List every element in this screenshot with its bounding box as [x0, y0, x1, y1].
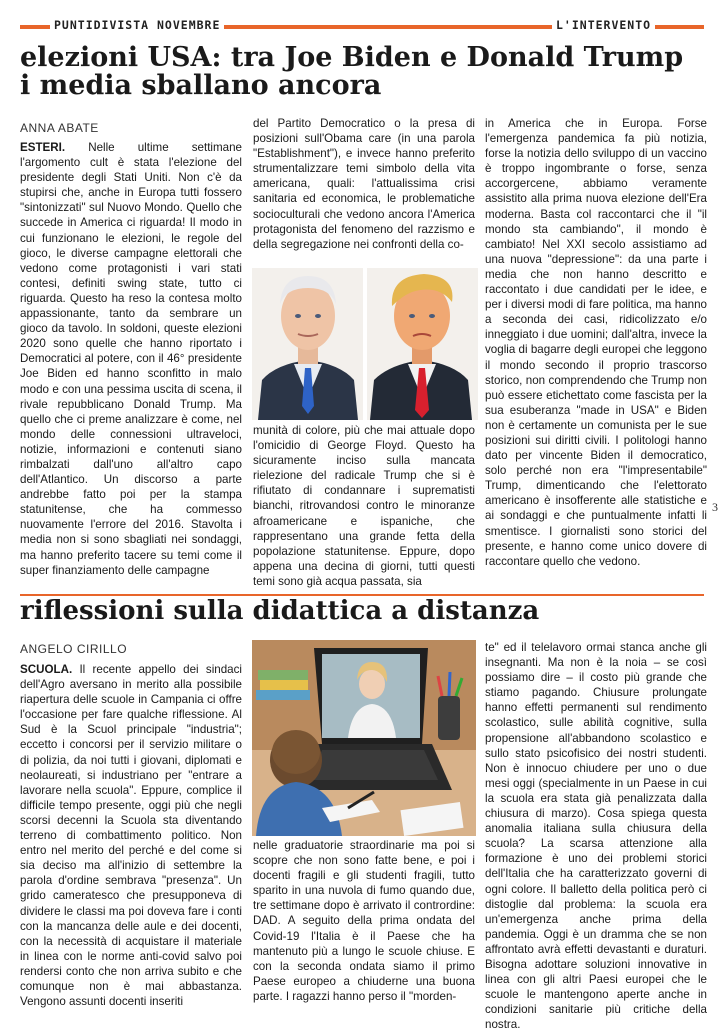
page-number: 3	[712, 500, 718, 514]
article2-lead: SCUOLA.	[20, 663, 73, 676]
article1-column-1	[20, 140, 242, 588]
article1-col1-text: Nelle ultime settimane l'argomento cult è stata l'elezione del presidente degli Stati Uniti. Non c'è da stupirsi che, anche in Europa tutti fossero "sintonizzati" sul Nuovo Mondo. Quello che succede in America ci riguarda! Il modo in cui funzionano le elezioni, le regole del gioco, le diverse campagne elettorali che vedono come protagonisti i vari stati contesi, definiti swing state, tutto ci riguarda. Questo ha reso la contesa molto appassionante, tanto da sembrare un gioco da tavolo. In soldoni, queste elezioni 2020 sono quelle che hanno riportato i Democratici al potere, con il 46° presidente Joe Biden ed hanno sconfitto in malo modo e con una pessima uscita di scena, il rivale repubblicano Donald Trump. Ma quello che ci preme analizzare è come, nel mondo delle connessioni ultraveloci, notizie, informazioni e contenuti siano rimbalzati dall'uno all'altro capo dell'Atlantico. Un discorso a parte andrebbe fatto poi per la stampa statunitense, che ha commesso nuovamente l'errore del 2016. Stavolta i media non si sono sbagliati nei sondaggi, ma hanno preferito tacere su temi come il super finanziamento delle campagne	[20, 141, 242, 577]
category-label: L'INTERVENTO	[552, 18, 655, 32]
article2-author: ANGELO CIRILLO	[20, 642, 128, 656]
article1-title-line1: elezioni USA: tra Joe Biden e Donald Trump	[20, 42, 684, 73]
article1-column-2-bottom: munità di colore, più che mai attuale dopo l'omicidio di George Floyd. Questo ha sicuramente inciso sulla mancata rielezione del radicale Trump che si è rifiutato di condannare i suprematisti bianchi, ritrovandosi contro le minoranze afroamericane e ispaniche, che rappresentano una grande fetta della popolazione statunitense. Eppure, dopo appena una decina di giorni, tutti questi temi sono già acqua passata, sia	[253, 424, 475, 588]
article1-author: ANNA ABATE	[20, 121, 99, 135]
article1-column-3: in America che in Europa. Forse l'emergenza pandemica fa più notizia, forse la notizia dello sviluppo di un vaccino è troppo ingombrante o forse, senza accorgercene, abbiamo veramente assistito alla prima nuova elezione dell'Era moderna. Basta col raccontarci che il "il mondo sta cambiando", il mondo è cambiato! Nel XXI secolo assistiamo ad una nuova "depressione": da una parte i media che non hanno descritto e raccontato i due candidati per le idee, e per i diversi modi di fare politica, ma hanno a seconda dei casi, ridicolizzato e/o inneggiato i due uomini; dall'altra, invece la voglia di bagarre degli europei che leggono il mondo secondo il proprio trascorso storico, non comprendendo che Trump non può essere etichettato come fascista per la sua esuberanza "made in USA" e Biden non è certamente un comunista per le sue posizioni sui diritti civili. I politologi hanno dato per vincente Biden il democratico, solo perché non era "l'impresentabile" Trump, dimenticando che l'elettorato americano è insofferente alle statistiche e ai sondaggi e che puntualmente infatti li smentisce. I giornalisti sono storici del presente, e hanno come unico dovere di raccontare quello che vedono.	[485, 117, 707, 568]
article1-title-line2: i media sballano ancora	[20, 70, 382, 102]
article1-lead: ESTERI.	[20, 141, 66, 154]
article2-column-2: nelle graduatorie straordinarie ma poi si scopre che non sono fatte bene, e poi i docenti fragili e gli studenti fragili, tutto sparito in una nuvola di fumo quando due, tre settimane dopo è arrivato il contrordine: DAD. A seguito della prima ondata del Covid-19 l'Italia è il Paese che ha mantenuto più a lungo le scuole chiuse. E con la seconda ondata siamo il primo Paese europeo a chiuderne una buona parte. I ragazzi hanno perso il "morden-	[253, 839, 475, 1003]
article2-title: riflessioni sulla didattica a distanza	[20, 596, 540, 626]
biden-trump-illustration	[252, 268, 478, 420]
distance-learning-photo	[252, 640, 476, 836]
article2-column-1	[20, 662, 242, 1016]
section-label: PUNTIDIVISTA NOVEMBRE	[50, 18, 224, 32]
article2-column-3: te" ed il telelavoro ormai stanca anche gli insegnanti. Ma non è la noia – se così possiamo dire – il costo più grande che stiamo pagando. Chiusure prolungate hanno effetti permanenti sul rendimento scolastico, sulle abilità cognitive, sulla propensione all'abbandono scolastico e sullo stato psicofisico dei nostri studenti. Non è innocuo chiudere per uno o due mesi oggi (specialmente in un Paese in cui la scuola era stata già penalizzata dalla chiusura di marzo). Cosa spiega questa anomalia italiana sulla chiusura della scuola? La scarsa attenzione alla formazione è uno dei problemi storici dell'Italia che ha caratterizzato governi di ogni colore. Il balletto della politica però ci distoglie dal problema: la scuola era un'emergenza anche prima della pandemia. Oggi è un dramma che se non affrontato avrà effetti devastanti e duraturi. Bisogna adottare soluzioni innovative in linea con gli altri Paesi europei che le scuole le mantengono aperte anche in condizioni sanitarie più critiche della nostra.	[485, 641, 707, 1032]
article1-column-2-top: del Partito Democratico o la presa di posizioni sull'Obama care (in una parola "Establishment"), e invece hanno preferito strumentalizzare temi simbolo della vita americana, quali: l'attualissima crisi sanitaria ed economica, le problematiche socioculturali che vedono ancora l'America protagonista del fenomeno del razzismo e della segregazione nei confronti della co-	[253, 117, 475, 251]
article2-col1-text: Il recente appello dei sindaci dell'Agro aversano in merito alla possibile riapertura delle scuole in Campania ci offre l'occasione per fare qualche riflessione. Al Sud è la Scuol principale "industria"; eccetto i concorsi per il servizio militare o di polizia, da noi tutti i giovani, diplomati e neolaureati, si industriano per "entrare a lavorare nella scuola". Eppure, complice il difficile tempo presente, oggi più che negli scorsi decenni la Scuola sta diventando terreno di combattimento politico. Non entro nel merito del perché e del come si sia deciso ma all'inizio di settembre la parola d'ordine sembrava "presenza". Un grido cameratesco che presupponeva di dividere le classi ma poi doveva fare i conti con la mancanza delle aule e dei docenti, con la necessità di acquistare il materiale in linea con le norme anti-covid salvo poi rendersi conto che non arriva subito e che comunque non è mai abbastanza. Vengono assunti docenti inseriti	[20, 663, 242, 1009]
article1-title	[20, 44, 710, 101]
page-header	[20, 14, 704, 40]
